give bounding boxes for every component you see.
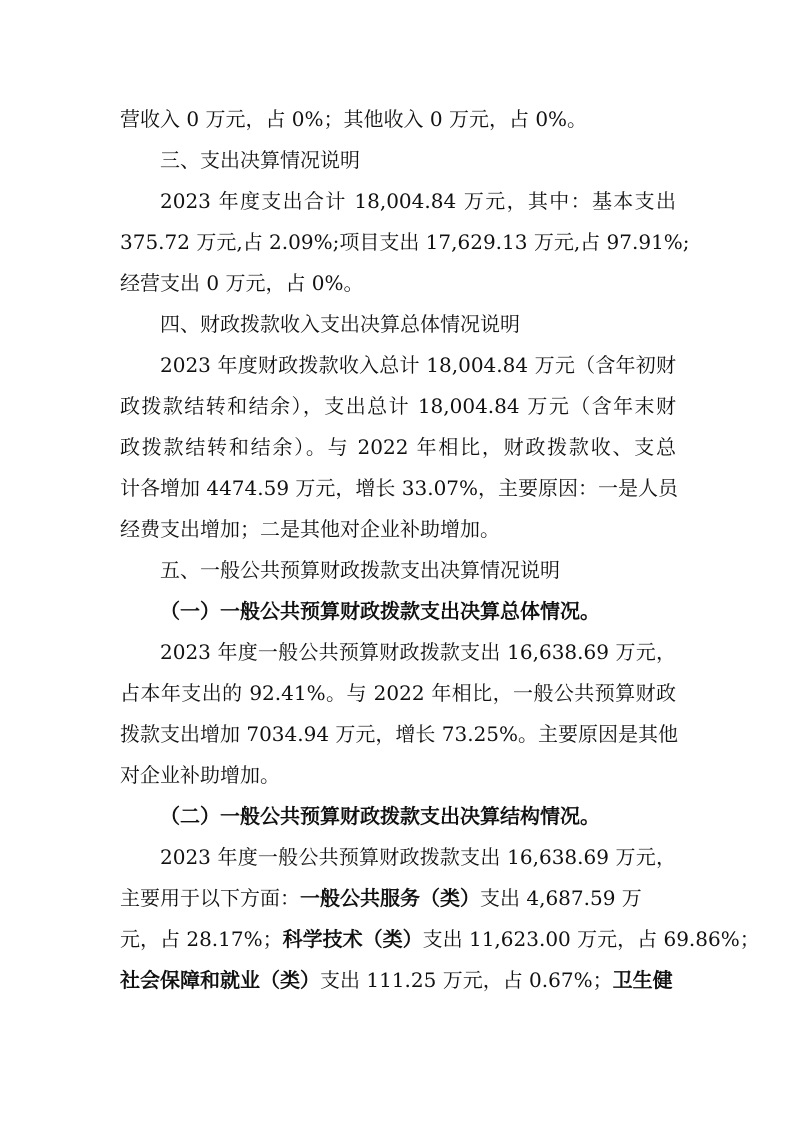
body-text-line: 对企业补助增加。 <box>120 763 280 787</box>
category-social-security: 社会保障和就业（类） <box>120 968 320 992</box>
section-heading-general-budget: 五、一般公共预算财政拨款支出决算情况说明 <box>160 558 560 582</box>
text-segment: 支出 4,687.59 万 <box>480 886 642 910</box>
body-text-line: 计各增加 4474.59 万元，增长 33.07%，主要原因：一是人员 <box>120 476 679 500</box>
text-segment: 支出 11,623.00 万元，占 69.86%； <box>422 927 760 951</box>
section-heading-fiscal-overall: 四、财政拨款收入支出决算总体情况说明 <box>160 312 520 336</box>
body-text-line: 营收入 0 万元，占 0%；其他收入 0 万元，占 0%。 <box>120 107 588 131</box>
body-text-line: 2023 年度支出合计 18,004.84 万元，其中：基本支出 <box>160 189 676 213</box>
body-text-line <box>120 884 676 912</box>
body-text-line: 政拨款结转和结余）。与 2022 年相比，财政拨款收、支总 <box>120 435 676 459</box>
text-segment: 元，占 28.17%； <box>120 927 283 951</box>
body-text-line: 拨款支出增加 7034.94 万元，增长 73.25%。主要原因是其他 <box>120 722 679 746</box>
body-text-line <box>120 925 760 953</box>
body-text-line <box>120 966 676 994</box>
subheading-overall: （一）一般公共预算财政拨款支出决算总体情况。 <box>160 599 600 623</box>
body-text-line: 2023 年度一般公共预算财政拨款支出 16,638.69 万元， <box>160 640 676 664</box>
body-text-line: 375.72 万元,占 2.09%;项目支出 17,629.13 万元,占 97.91%; <box>120 230 690 254</box>
section-heading-expenditure: 三、支出决算情况说明 <box>160 148 360 172</box>
body-text-line: 经营支出 0 万元，占 0%。 <box>120 271 364 295</box>
body-text-line: 2023 年度一般公共预算财政拨款支出 16,638.69 万元， <box>160 845 676 869</box>
body-text-line: 2023 年度财政拨款收入总计 18,004.84 万元（含年初财 <box>160 353 676 377</box>
text-segment: 支出 111.25 万元，占 0.67%； <box>320 968 613 992</box>
text-segment: 主要用于以下方面： <box>120 886 300 910</box>
body-text-line: 经费支出增加；二是其他对企业补助增加。 <box>120 517 500 541</box>
subheading-structure: （二）一般公共预算财政拨款支出决算结构情况。 <box>160 804 600 828</box>
category-science-technology: 科学技术（类） <box>282 927 423 951</box>
category-health: 卫生健 <box>612 968 673 992</box>
body-text-line: 占本年支出的 92.41%。与 2022 年相比，一般公共预算财政 <box>120 681 676 705</box>
body-text-line: 政拨款结转和结余），支出总计 18,004.84 万元（含年末财 <box>120 394 676 418</box>
category-general-public-services: 一般公共服务（类） <box>300 886 480 910</box>
